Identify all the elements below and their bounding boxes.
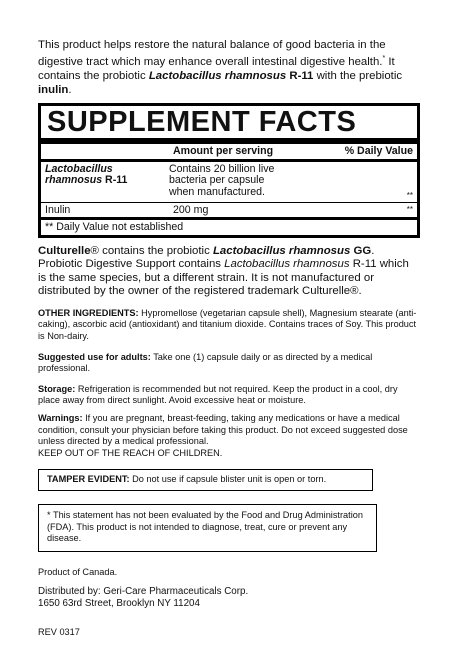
storage: Storage: Refrigeration is recommended but not required. Keep the product in a cool, dry place away from direct sunlight. Avoid excessive heat or moisture.: [38, 383, 398, 406]
amount-per-serving-heading: Amount per serving: [173, 144, 274, 157]
intro-strain: R-11: [286, 69, 314, 82]
product-origin: Product of Canada.: [38, 566, 118, 577]
distributor: Distributed by: Geri-Care Pharmaceuticals Corp. 1650 63rd Street, Brooklyn NY 11204: [38, 585, 249, 609]
tamper-evident-box: TAMPER EVIDENT: Do not use if capsule blister unit is open or torn.: [38, 469, 373, 491]
intro-end: .: [68, 83, 72, 96]
intro-paragraph: [38, 38, 420, 97]
intro-probiotic: Lactobacillus rhamnosus: [148, 69, 287, 82]
keep-out-of-reach: KEEP OUT OF THE REACH OF CHILDREN.: [38, 447, 223, 458]
other-ingredients: OTHER INGREDIENTS: Hypromellose (vegetarian capsule shell), Magnesium stearate (anti-caking), ascorbic acid (antioxidant) and titanium dioxide. Contains traces of Soy. This product is Non-dairy.: [38, 307, 417, 341]
ingredient-dv: **: [406, 204, 413, 214]
ingredient-amount: Contains 20 billion live bacteria per capsule when manufactured.: [169, 162, 275, 198]
intro-prebiotic: inulin: [38, 83, 69, 96]
supplement-facts-title: SUPPLEMENT FACTS: [47, 105, 357, 138]
ingredient-name: Inulin: [45, 203, 71, 216]
fda-disclaimer-box: * This statement has not been evaluated by the Food and Drug Administration (FDA). This product is not intended to diagnose, treat, cure or prevent any disease.: [38, 504, 377, 552]
ingredient-amount: 200 mg: [173, 203, 209, 216]
culturelle-disclaimer: Culturelle® contains the probiotic Lactobacillus rhamnosus GG. Probiotic Digestive Support contains Lactobacillus rhamnosus R-11 which is the same species, but a different strain. It is not manufactured or distributed by the owner of the registered trademark Culturelle®.: [38, 244, 409, 298]
supplement-facts-footnote: ** Daily Value not established: [45, 220, 184, 233]
ingredient-row: [41, 203, 417, 217]
intro-text-2: It contains the probiotic: [38, 55, 395, 82]
intro-text-3: with the prebiotic: [313, 69, 403, 82]
intro-text: This product helps restore the natural balance of good bacteria in the digestive tract which may enhance overall intestinal digestive health.: [38, 39, 386, 68]
revision-code: REV 0317: [38, 626, 80, 637]
daily-value-heading: % Daily Value: [344, 144, 413, 157]
supplement-facts-panel: [38, 103, 420, 238]
ingredient-row: [41, 162, 417, 202]
supplement-facts-header: [41, 144, 417, 159]
ingredient-name: Lactobacillus rhamnosus R-11: [45, 162, 128, 187]
label-page: [38, 38, 420, 637]
suggested-use: Suggested use for adults: Take one (1) capsule daily or as directed by a medical professional.: [38, 351, 373, 374]
warnings: Warnings: If you are pregnant, breast-feeding, taking any medications or have a medical condition, consult your physician before taking this product. Do not exceed suggested dose unless directed by a medical professional. KEEP OUT OF THE REACH OF CHILDREN.: [38, 412, 408, 458]
intro-asterisk: *: [382, 55, 386, 62]
ingredient-dv: **: [406, 191, 413, 201]
